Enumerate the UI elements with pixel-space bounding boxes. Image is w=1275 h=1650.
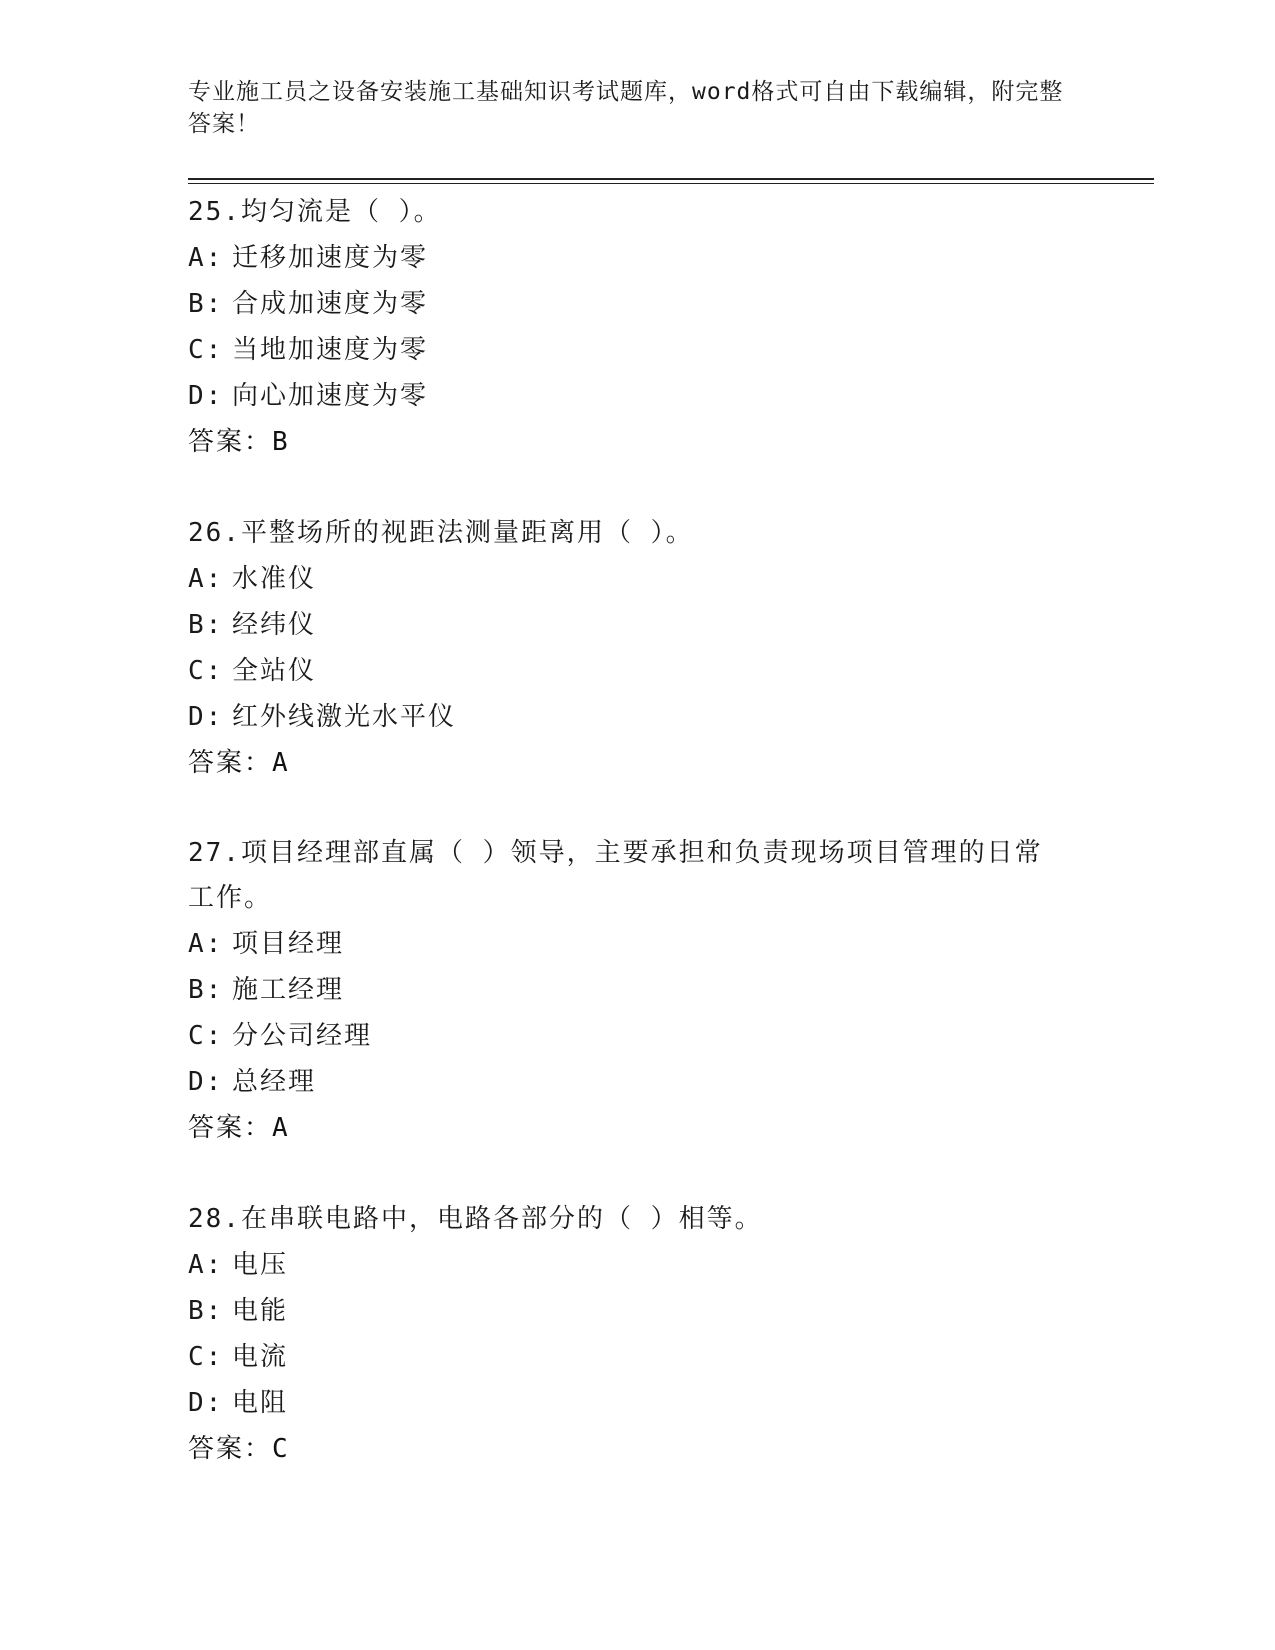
option-letter: D: bbox=[188, 1067, 224, 1097]
option-c bbox=[188, 648, 1088, 694]
answer-value: B bbox=[272, 427, 290, 457]
answer-label: 答案： bbox=[188, 1434, 273, 1464]
option-letter: A: bbox=[188, 243, 224, 273]
answer-value: A bbox=[272, 748, 290, 778]
question-stem: 26.平整场所的视距法测量距离用（ ）。 bbox=[188, 518, 694, 548]
option-letter: B: bbox=[188, 610, 224, 640]
answer-label: 答案： bbox=[188, 427, 273, 457]
option-letter: A: bbox=[188, 564, 224, 594]
option-letter: D: bbox=[188, 1388, 224, 1418]
option-b bbox=[188, 281, 1088, 327]
option-d bbox=[188, 694, 1088, 740]
option-b bbox=[188, 1288, 1088, 1334]
answer-line bbox=[188, 740, 1088, 786]
answer-line bbox=[188, 419, 1088, 465]
option-text: 总经理 bbox=[232, 1067, 317, 1097]
answer-line bbox=[188, 1426, 1088, 1472]
option-text: 经纬仪 bbox=[232, 610, 317, 640]
option-text: 红外线激光水平仪 bbox=[232, 702, 457, 732]
option-letter: D: bbox=[188, 702, 224, 732]
option-text: 当地加速度为零 bbox=[232, 335, 429, 365]
option-a bbox=[188, 235, 1088, 281]
option-letter: D: bbox=[188, 381, 224, 411]
option-letter: C: bbox=[188, 1021, 224, 1051]
option-text: 向心加速度为零 bbox=[232, 381, 429, 411]
answer-value: A bbox=[272, 1113, 290, 1143]
option-letter: C: bbox=[188, 656, 224, 686]
option-letter: C: bbox=[188, 335, 224, 365]
option-c bbox=[188, 1334, 1088, 1380]
question-stem: 28.在串联电路中，电路各部分的（ ）相等。 bbox=[188, 1204, 763, 1234]
option-c bbox=[188, 1013, 1088, 1059]
question-stem: 27.项目经理部直属（ ）领导，主要承担和负责现场项目管理的日常工作。 bbox=[188, 838, 1043, 913]
option-text: 水准仪 bbox=[232, 564, 317, 594]
option-text: 电流 bbox=[232, 1342, 289, 1372]
question-27 bbox=[188, 831, 1088, 1151]
option-b bbox=[188, 602, 1088, 648]
option-letter: A: bbox=[188, 1250, 224, 1280]
option-d bbox=[188, 1059, 1088, 1105]
option-text: 施工经理 bbox=[232, 975, 345, 1005]
option-d bbox=[188, 373, 1088, 419]
option-a bbox=[188, 921, 1088, 967]
option-text: 迁移加速度为零 bbox=[232, 243, 429, 273]
document-header: 专业施工员之设备安装施工基础知识考试题库，word格式可自由下载编辑，附完整答案！ bbox=[188, 79, 1064, 137]
option-text: 电能 bbox=[232, 1296, 289, 1326]
answer-value: C bbox=[272, 1434, 290, 1464]
question-stem: 25.均匀流是（ ）。 bbox=[188, 197, 442, 227]
answer-label: 答案： bbox=[188, 1113, 273, 1143]
answer-label: 答案： bbox=[188, 748, 273, 778]
option-text: 电压 bbox=[232, 1250, 289, 1280]
option-text: 合成加速度为零 bbox=[232, 289, 429, 319]
option-text: 全站仪 bbox=[232, 656, 317, 686]
option-letter: C: bbox=[188, 1342, 224, 1372]
question-28 bbox=[188, 1196, 1088, 1472]
option-a bbox=[188, 556, 1088, 602]
option-d bbox=[188, 1380, 1088, 1426]
question-26 bbox=[188, 510, 1088, 786]
option-b bbox=[188, 967, 1088, 1013]
header-divider-thin bbox=[188, 183, 1154, 184]
option-letter: B: bbox=[188, 289, 224, 319]
option-letter: B: bbox=[188, 975, 224, 1005]
option-text: 电阻 bbox=[232, 1388, 289, 1418]
option-letter: A: bbox=[188, 929, 224, 959]
option-c bbox=[188, 327, 1088, 373]
option-letter: B: bbox=[188, 1296, 224, 1326]
question-list bbox=[188, 189, 1088, 1517]
option-a bbox=[188, 1242, 1088, 1288]
header-divider-thick bbox=[188, 178, 1154, 180]
answer-line bbox=[188, 1105, 1088, 1151]
option-text: 项目经理 bbox=[232, 929, 345, 959]
question-25 bbox=[188, 189, 1088, 465]
option-text: 分公司经理 bbox=[232, 1021, 373, 1051]
